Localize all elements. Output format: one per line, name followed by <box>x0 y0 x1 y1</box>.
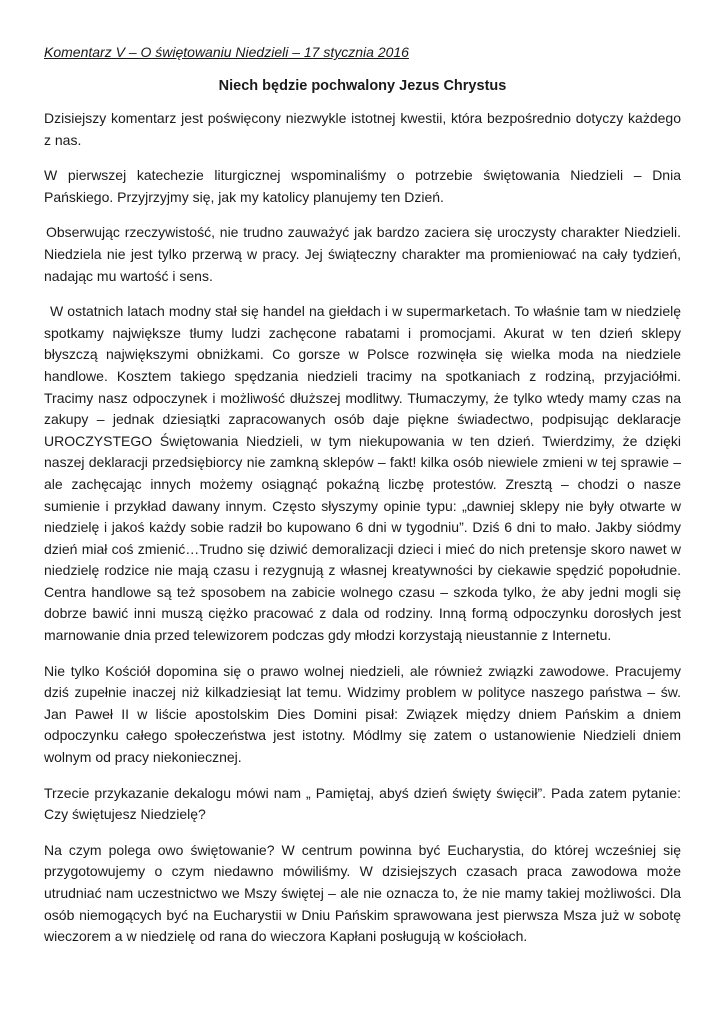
paragraph-7: Na czym polega owo świętowanie? W centrum powinna być Eucharystia, do której wcześniej się przygotowujemy o czym niedawno mówiliśmy. W dzisiejszych czasach praca zawodowa może utrudniać nam uczestnictwo we Mszy świętej – ale nie oznacza to, że nie mamy takiej możliwości. Dla osób niemogących być na Eucharystii w Dniu Pańskim sprawowana jest pierwsza Msza już w sobotę wieczorem a w niedzielę od rana do wieczora Kapłani posługują w kościołach. <box>44 841 681 945</box>
document-page <box>44 42 681 962</box>
paragraph-5: Nie tylko Kościół dopomina się o prawo wolnej niedzieli, ale również związki zawodowe. Pracujemy dziś zupełnie inaczej niż kilkadziesiąt lat temu. Widzimy problem w polityce naszego państwa – św. Jan Paweł II w liście apostolskim Dies Domini pisał: Związek między dniem Pańskim a dniem odpoczynku całego społeczeństwa jest istotny. Módlmy się zatem o ustanowienie Niedzieli dniem wolnym od pracy niekoniecznej. <box>44 662 681 766</box>
document-header: Komentarz V – O świętowaniu Niedzieli – 17 stycznia 2016 <box>44 44 409 60</box>
paragraph-4: W ostatnich latach modny stał się handel na giełdach i w supermarketach. To właśnie tam w niedzielę spotkamy największe tłumy ludzi zachęcone rabatami i promocjami. Akurat w ten dzień sklepy błyszczą największymi obniżkami. Co gorsze w Polsce rozwinęła się wielka moda na niedziele handlowe. Kosztem takiego spędzania niedzieli tracimy na spotkaniach z rodziną, przyjaciółmi. Tracimy nasz odpoczynek i możliwość dłuższej modlitwy. Tłumaczymy, że tylko wtedy mamy czas na zakupy – jednak dziesiątki zapracowanych osób daje piękne świadectwo, podpisując deklaracje UROCZYSTEGO Świętowania Niedzieli, w tym niekupowania w ten dzień. Twierdzimy, że dzięki naszej deklaracji przedsiębiorcy nie zamkną sklepów – fakt! kilka osób niewiele zmieni w tej sprawie – ale zachęcając innych możemy osiągnąć pokaźną liczbę protestów. Zresztą – chodzi o nasze sumienie i przykład dawany innym. Często słyszymy opinie typu: „dawniej sklepy nie były otwarte w niedzielę i jakoś każdy sobie radził bo kupowano 6 dni w tygodniu”. Dziś 6 dni to mało. Jakby siódmy dzień miał coś zmienić…Trudno się dziwić demoralizacji dzieci i mieć do nich pretensje skoro nawet w niedzielę rodzice nie mają czasu i rezygnują z własnej kreatywności by ciekawie spędzić popołudnie. Centra handlowe są też sposobem na zabicie wolnego czasu – szkoda tylko, że aby jedni mogli się dobrze bawić inni muszą ciężko pracować z dala od rodziny. Inną formą odpoczynku dorosłych jest marnowanie dnia przed telewizorem podczas gdy młodzi korzystają nieustannie z Internetu. <box>44 303 681 644</box>
paragraph-3: Obserwując rzeczywistość, nie trudno zauważyć jak bardzo zaciera się uroczysty charakter Niedzieli. Niedziela nie jest tylko przerwą w pracy. Jej świąteczny charakter ma promieniować na cały tydzień, nadając mu wartość i sens. <box>44 224 681 284</box>
paragraph-6: Trzecie przykazanie dekalogu mówi nam „ Pamiętaj, abyś dzień święty święcił”. Pada zatem pytanie: Czy świętujesz Niedzielę? <box>44 784 681 823</box>
document-title: Niech będzie pochwalony Jezus Chrystus <box>218 78 507 94</box>
paragraph-2: W pierwszej katechezie liturgicznej wspominaliśmy o potrzebie świętowania Niedzieli – Dnia Pańskiego. Przyjrzyjmy się, jak my katolicy planujemy ten Dzień. <box>44 167 681 205</box>
paragraph-1: Dzisiejszy komentarz jest poświęcony niezwykle istotnej kwestii, która bezpośrednio dotyczy każdego z nas. <box>44 110 681 148</box>
